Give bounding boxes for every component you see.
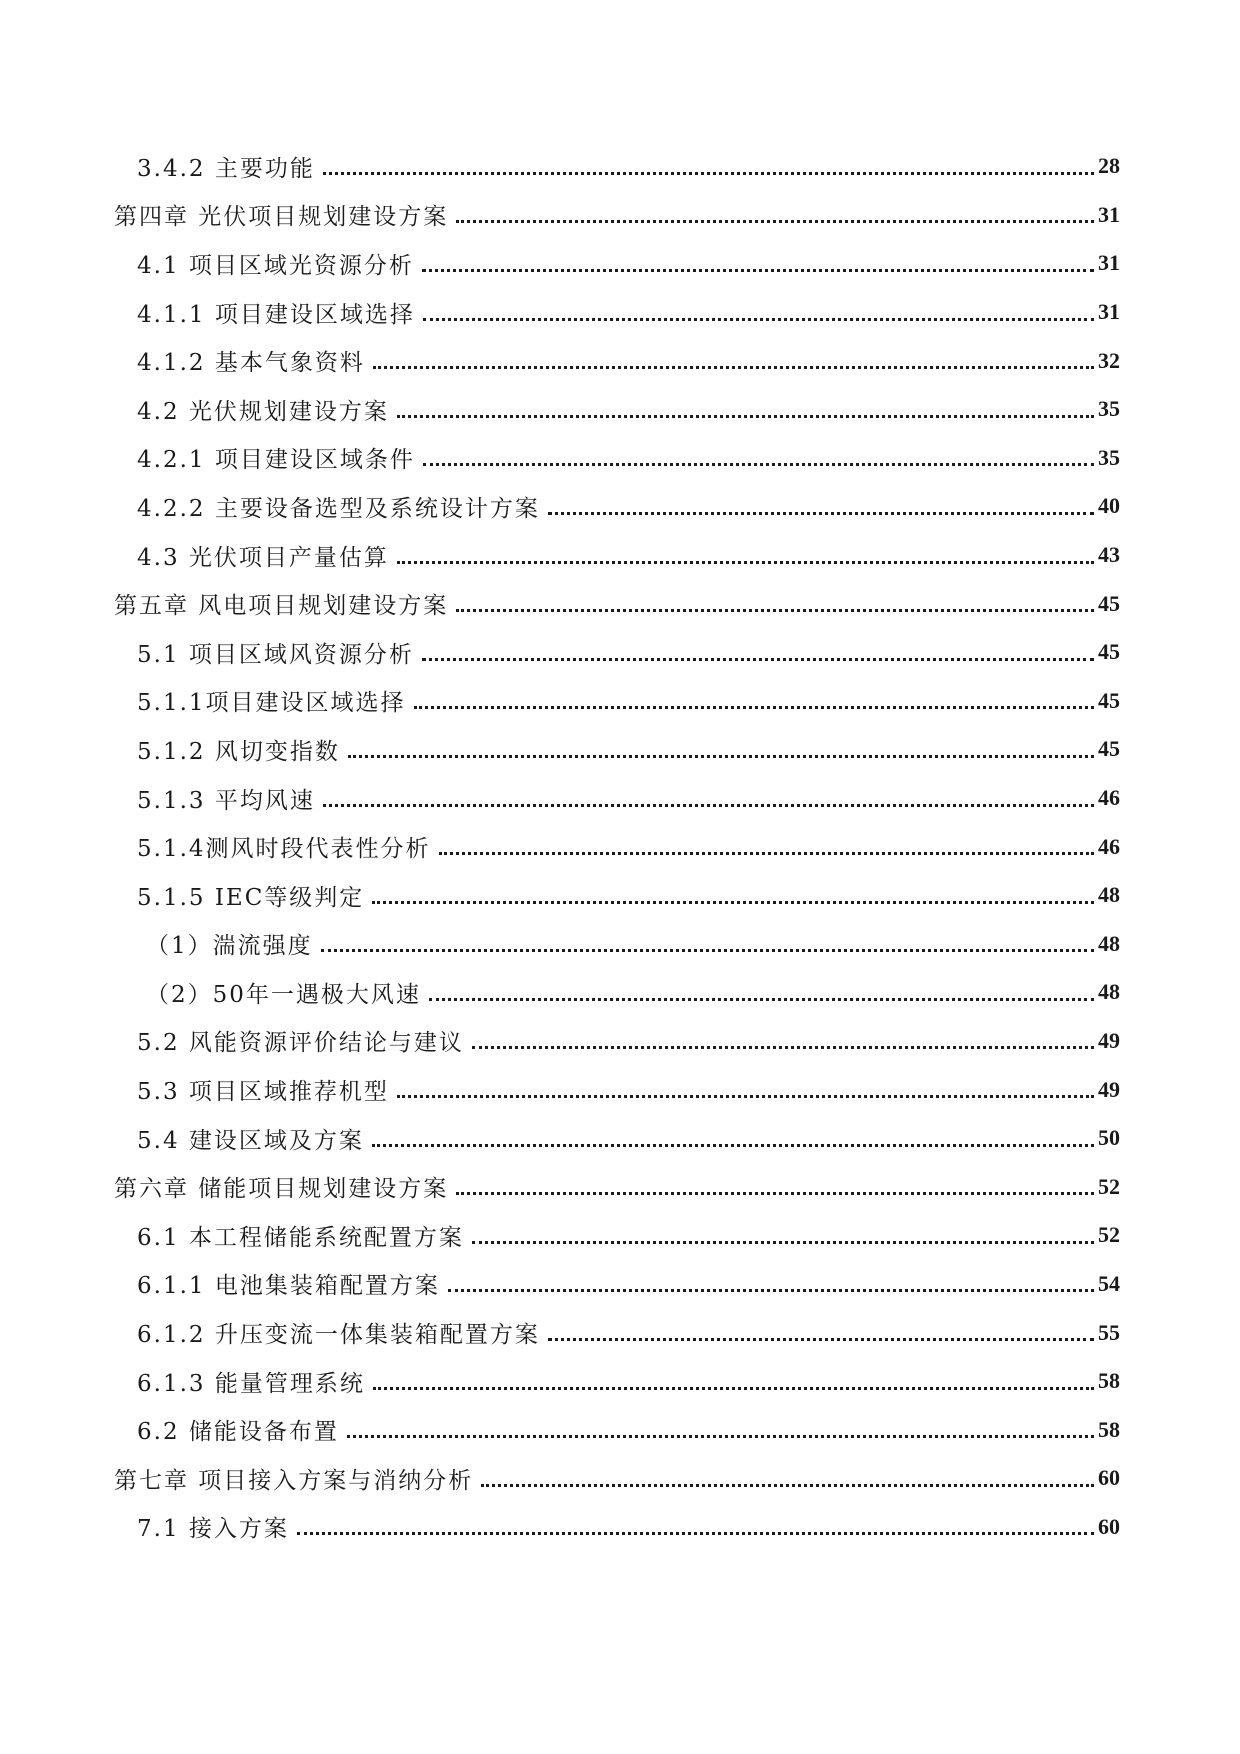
toc-entry[interactable] <box>0 1405 1240 1454</box>
toc-entry-label: 4.1 项目区域光资源分析 <box>137 252 414 279</box>
toc-entry[interactable] <box>0 142 1240 191</box>
toc-dot-leader <box>448 1289 1094 1292</box>
toc-entry-page-number: 55 <box>1098 1319 1120 1345</box>
toc-entry-page-number: 58 <box>1098 1416 1120 1442</box>
toc-dot-leader <box>423 463 1094 466</box>
toc-dot-leader <box>456 1192 1094 1195</box>
toc-entry-label: 5.4 建设区域及方案 <box>137 1127 364 1154</box>
toc-entry[interactable] <box>0 1454 1240 1503</box>
toc-entry-label: 4.2.1 项目建设区域条件 <box>137 447 415 474</box>
toc-dot-leader <box>423 318 1094 321</box>
toc-entry[interactable] <box>0 1308 1240 1357</box>
toc-entry[interactable] <box>0 1114 1240 1163</box>
toc-entry-page-number: 46 <box>1098 785 1120 811</box>
toc-entry-page-number: 46 <box>1098 833 1120 859</box>
toc-entry-page-number: 31 <box>1098 250 1120 276</box>
toc-entry[interactable] <box>0 1211 1240 1260</box>
toc-entry[interactable] <box>0 677 1240 726</box>
toc-entry-page-number: 48 <box>1098 882 1120 908</box>
toc-entry-page-number: 45 <box>1098 590 1120 616</box>
toc-entry-label: 4.1.1 项目建设区域选择 <box>137 301 415 328</box>
toc-entry[interactable] <box>0 628 1240 677</box>
toc-entry-label: 5.1.5 IEC等级判定 <box>137 884 365 911</box>
toc-dot-leader <box>456 609 1094 612</box>
toc-entry[interactable] <box>0 239 1240 288</box>
toc-dot-leader <box>422 269 1094 272</box>
toc-entry-label: （1）湍流强度 <box>146 933 313 960</box>
toc-entry-label: 5.1.3 平均风速 <box>137 787 315 814</box>
toc-entry-label: 7.1 接入方案 <box>137 1516 289 1543</box>
toc-dot-leader <box>429 998 1094 1001</box>
toc-entry-label: 第四章 光伏项目规划建设方案 <box>114 204 449 231</box>
toc-entry-label: 第五章 风电项目规划建设方案 <box>114 593 449 620</box>
toc-entry[interactable] <box>0 434 1240 483</box>
toc-entry-label: 4.2 光伏规划建设方案 <box>137 398 389 425</box>
toc-entry[interactable] <box>0 531 1240 580</box>
toc-entry[interactable] <box>0 579 1240 628</box>
toc-entry-label: 4.1.2 基本气象资料 <box>137 350 365 377</box>
toc-entry[interactable] <box>0 1357 1240 1406</box>
toc-entry[interactable] <box>0 336 1240 385</box>
toc-entry-label: 第六章 储能项目规划建设方案 <box>114 1176 449 1203</box>
toc-dot-leader <box>548 512 1094 515</box>
toc-entry[interactable] <box>0 1065 1240 1114</box>
toc-entry[interactable] <box>0 482 1240 531</box>
toc-entry-page-number: 35 <box>1098 396 1120 422</box>
toc-entry-page-number: 45 <box>1098 639 1120 665</box>
table-of-contents <box>0 142 1240 1551</box>
toc-entry-page-number: 45 <box>1098 687 1120 713</box>
toc-dot-leader <box>347 1435 1094 1438</box>
toc-entry[interactable] <box>0 385 1240 434</box>
toc-entry-page-number: 28 <box>1098 153 1120 179</box>
toc-entry-label: 5.1.4测风时段代表性分析 <box>137 836 431 863</box>
toc-dot-leader <box>297 1532 1094 1535</box>
toc-entry-label: 6.1.3 能量管理系统 <box>137 1370 365 1397</box>
toc-entry-label: 4.3 光伏项目产量估算 <box>137 544 389 571</box>
toc-entry-page-number: 58 <box>1098 1368 1120 1394</box>
toc-entry-label: 5.2 风能资源评价结论与建议 <box>137 1030 464 1057</box>
toc-dot-leader <box>481 1484 1094 1487</box>
toc-dot-leader <box>456 220 1094 223</box>
toc-entry-label: 6.1 本工程储能系统配置方案 <box>137 1224 464 1251</box>
toc-dot-leader <box>348 755 1094 758</box>
toc-dot-leader <box>323 804 1094 807</box>
toc-entry-label: 3.4.2 主要功能 <box>137 155 315 182</box>
toc-entry-label: 6.1.2 升压变流一体集装箱配置方案 <box>137 1322 540 1349</box>
toc-entry[interactable] <box>0 774 1240 823</box>
toc-entry[interactable] <box>0 1503 1240 1552</box>
toc-entry[interactable] <box>0 822 1240 871</box>
toc-entry-page-number: 48 <box>1098 930 1120 956</box>
toc-dot-leader <box>439 852 1094 855</box>
toc-entry-label: 6.2 储能设备布置 <box>137 1419 339 1446</box>
toc-entry-page-number: 49 <box>1098 1076 1120 1102</box>
toc-dot-leader <box>548 1338 1094 1341</box>
toc-entry[interactable] <box>0 725 1240 774</box>
toc-entry[interactable] <box>0 288 1240 337</box>
toc-entry-label: 6.1.1 电池集装箱配置方案 <box>137 1273 440 1300</box>
toc-dot-leader <box>323 172 1094 175</box>
toc-dot-leader <box>472 1046 1094 1049</box>
toc-entry-label: 4.2.2 主要设备选型及系统设计方案 <box>137 495 540 522</box>
toc-entry[interactable] <box>0 871 1240 920</box>
toc-dot-leader <box>422 658 1094 661</box>
toc-entry-page-number: 54 <box>1098 1270 1120 1296</box>
toc-entry[interactable] <box>0 1162 1240 1211</box>
toc-entry-label: 5.1.2 风切变指数 <box>137 738 340 765</box>
toc-entry-page-number: 40 <box>1098 493 1120 519</box>
toc-entry-label: 5.1 项目区域风资源分析 <box>137 641 414 668</box>
toc-entry-label: 5.3 项目区域推荐机型 <box>137 1079 389 1106</box>
toc-dot-leader <box>373 1387 1094 1390</box>
toc-entry-page-number: 31 <box>1098 201 1120 227</box>
toc-entry-label: 第七章 项目接入方案与消纳分析 <box>114 1467 474 1494</box>
toc-entry-page-number: 50 <box>1098 1125 1120 1151</box>
toc-entry[interactable] <box>0 1017 1240 1066</box>
toc-entry-page-number: 32 <box>1098 347 1120 373</box>
toc-entry-page-number: 35 <box>1098 444 1120 470</box>
toc-entry-page-number: 60 <box>1098 1465 1120 1491</box>
toc-dot-leader <box>414 706 1094 709</box>
toc-entry[interactable] <box>0 191 1240 240</box>
toc-entry-label: 5.1.1项目建设区域选择 <box>137 690 406 717</box>
toc-entry[interactable] <box>0 1260 1240 1309</box>
toc-entry[interactable] <box>0 968 1240 1017</box>
toc-dot-leader <box>397 561 1094 564</box>
toc-entry-page-number: 52 <box>1098 1222 1120 1248</box>
toc-entry-page-number: 48 <box>1098 979 1120 1005</box>
toc-entry-page-number: 31 <box>1098 299 1120 325</box>
toc-entry-page-number: 49 <box>1098 1027 1120 1053</box>
toc-entry-label: （2）50年一遇极大风速 <box>146 981 421 1008</box>
toc-entry-page-number: 43 <box>1098 542 1120 568</box>
toc-entry-page-number: 45 <box>1098 736 1120 762</box>
toc-entry-page-number: 52 <box>1098 1173 1120 1199</box>
toc-dot-leader <box>372 1144 1094 1147</box>
toc-dot-leader <box>321 949 1094 952</box>
toc-dot-leader <box>373 366 1094 369</box>
toc-dot-leader <box>397 1095 1094 1098</box>
toc-entry[interactable] <box>0 920 1240 969</box>
toc-dot-leader <box>372 901 1094 904</box>
toc-dot-leader <box>472 1241 1094 1244</box>
toc-dot-leader <box>397 415 1094 418</box>
toc-entry-page-number: 60 <box>1098 1513 1120 1539</box>
